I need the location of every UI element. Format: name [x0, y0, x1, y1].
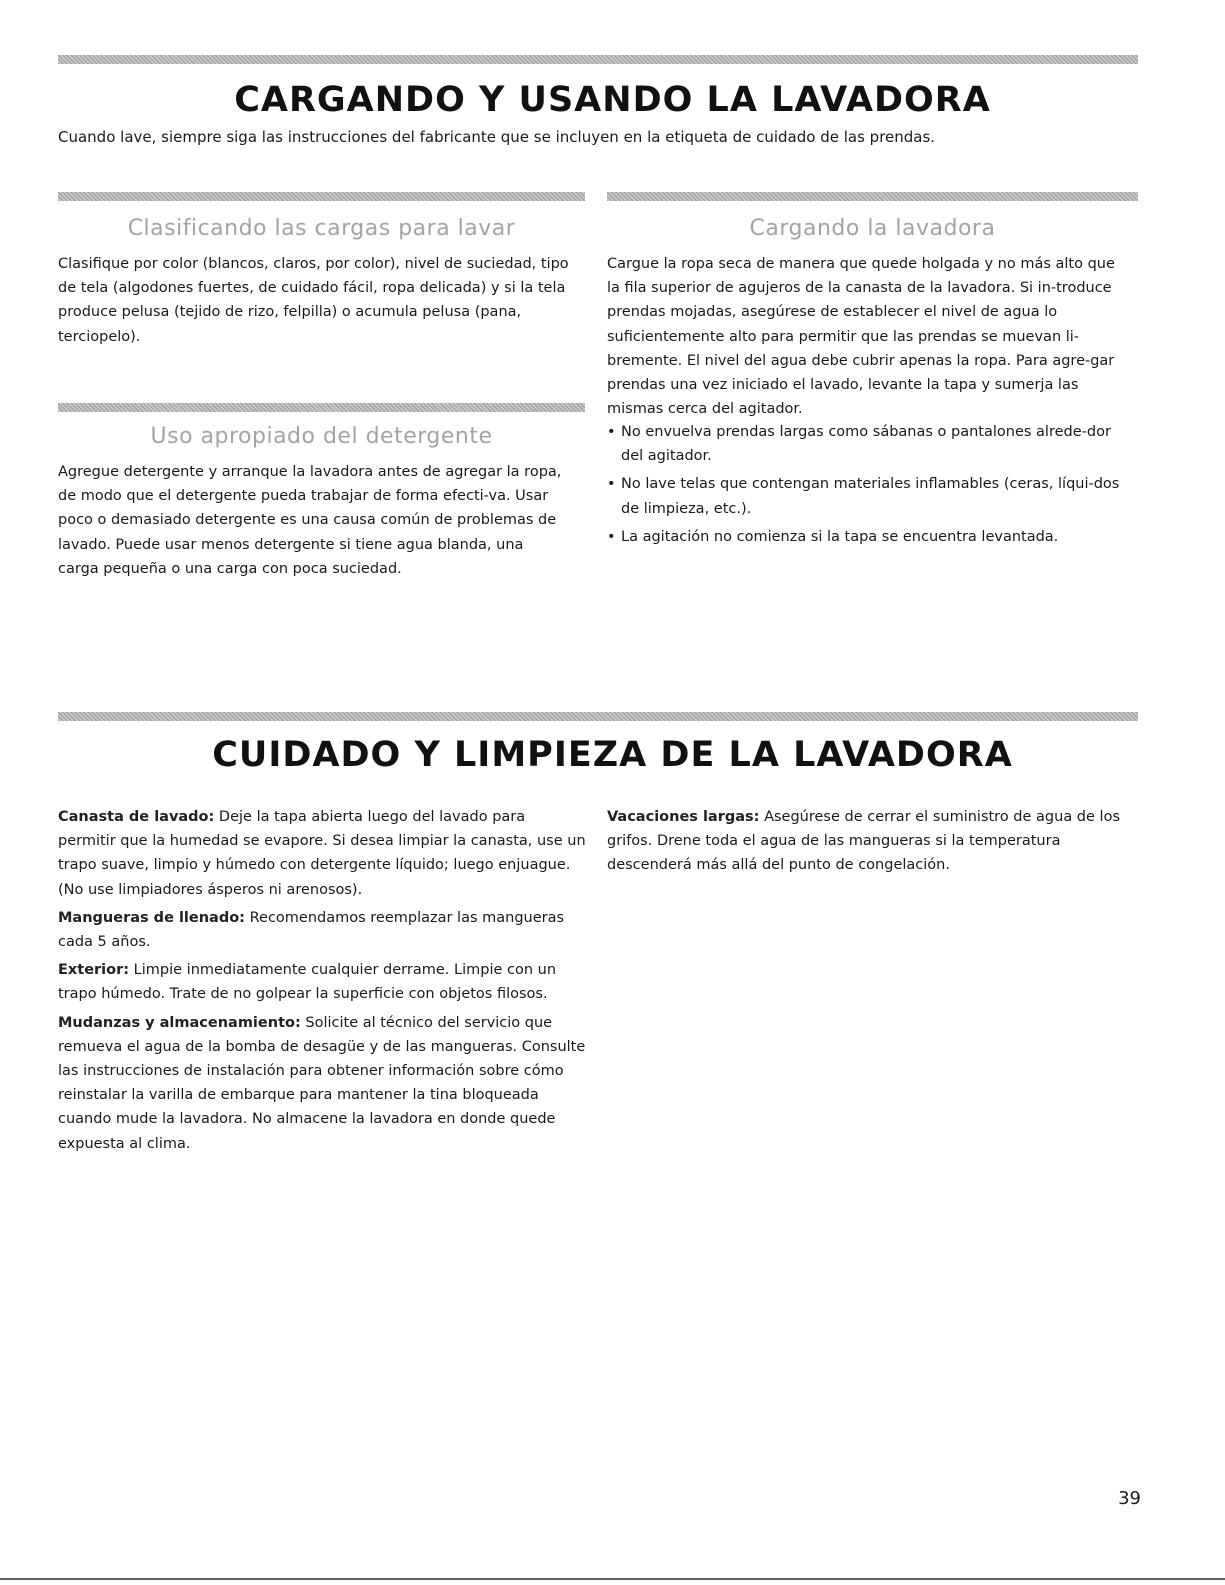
bullet-icon: • [607, 476, 616, 493]
loading-divider [607, 192, 1138, 201]
section-intro: Cuando lave, siempre siga las instrucciones del fabricante que se incluyen en la etiqueta de cuidado de las prendas. [58, 128, 936, 146]
bullet-text: No envuelva prendas largas como sábanas o pantalones alrede-dor del agitador. [621, 424, 1111, 465]
care-item-label: Mudanzas y almacenamiento: [58, 1014, 301, 1031]
bullet-text: La agitación no comienza si la tapa se encuentra levantada. [621, 528, 1059, 545]
care-item-label: Exterior: [58, 962, 130, 979]
bullet-icon: • [607, 424, 616, 440]
bullet-icon: • [607, 528, 616, 545]
sorting-title: Clasificando las cargas para lavar [127, 216, 516, 241]
care-item-label: Mangueras de llenado: [58, 909, 245, 926]
list-item [607, 525, 1129, 549]
section-title-care-cleaning: CUIDADO Y LIMPIEZA DE LA LAVADORA [212, 735, 1013, 775]
care-item-hoses [58, 906, 586, 954]
detergent-title: Uso apropiado del detergente [150, 424, 493, 449]
top-divider [58, 55, 1138, 64]
detergent-body: Agregue detergente y arranque la lavadora antes de agregar la ropa, de modo que el detergente pueda trabajar de forma efecti-va. Usar poco o demasiado detergente es una causa común de problemas de lavado. Puede usar menos detergente si tiene agua blanda, una carga pequeña o una carga con poca suciedad. [58, 464, 562, 577]
care-item-vacation [607, 805, 1129, 878]
bullet-text: No lave telas que contengan materiales inflamables (ceras, líqui-dos de limpieza, etc.). [621, 476, 1120, 517]
list-item [607, 420, 1129, 468]
care-item-text: Recomendamos reemplazar las mangueras cada 5 años. [58, 909, 565, 951]
care-item-basket [58, 805, 586, 902]
care-item-moving [58, 1011, 586, 1156]
sorting-divider [58, 192, 585, 201]
loading-title: Cargando la lavadora [749, 216, 996, 241]
care-item-label: Canasta de lavado: [58, 809, 215, 825]
care-divider [58, 712, 1138, 721]
care-item-text: Limpie inmediatamente cualquier derrame. Limpie con un trapo húmedo. Trate de no golpear la superficie con objetos filosos. [58, 962, 557, 1003]
care-item-text: Asegúrese de cerrar el suministro de agua de los grifos. Drene toda el agua de las mangueras si la temperatura descenderá más allá del punto de congelación. [607, 809, 1121, 874]
care-right-column [607, 805, 1129, 882]
loading-bullets [607, 420, 1129, 553]
section-title-loading-using: CARGANDO Y USANDO LA LAVADORA [234, 80, 991, 120]
care-left-column [58, 805, 586, 1160]
list-item [607, 472, 1129, 520]
page-number: 39 [1118, 1488, 1141, 1509]
care-item-text: Solicite al técnico del servicio que remueva el agua de la bomba de desagüe y de las mangueras. Consulte las instrucciones de instalación para obtener información sobre cómo reinstalar la varilla de embarque para mantener la tina bloqueada cuando mude la lavadora. No almacene la lavadora en donde quede expuesta al clima. [58, 1014, 586, 1152]
care-item-exterior [58, 958, 586, 1006]
care-item-text: Deje la tapa abierta luego del lavado para permitir que la humedad se evapore. Si desea limpiar la canasta, use un trapo suave, limpio y húmedo con detergente líquido; luego enjuague. (No use limpiadores ásperos ni arenosos). [58, 809, 586, 898]
detergent-divider [58, 403, 585, 412]
bottom-edge-line [0, 1578, 1225, 1580]
sorting-body: Clasifique por color (blancos, claros, por color), nivel de suciedad, tipo de tela (algodones fuertes, de cuidado fácil, ropa delicada) y si la tela produce pelusa (tejido de rizo, felpilla) o acumula pelusa (pana, terciopelo). [58, 256, 569, 345]
loading-body: Cargue la ropa seca de manera que quede holgada y no más alto que la fila superior de agujeros de la canasta de la lavadora. Si in-troduce prendas mojadas, asegúrese de establecer el nivel de agua lo suficientemente alto para permitir que las prendas se muevan li-bremente. El nivel del agua debe cubrir apenas la ropa. Para agre-gar prendas una vez iniciado el lavado, levante la tapa y sumerja las mismas cerca del agitador. [607, 256, 1115, 418]
care-item-label: Vacaciones largas: [607, 809, 760, 825]
